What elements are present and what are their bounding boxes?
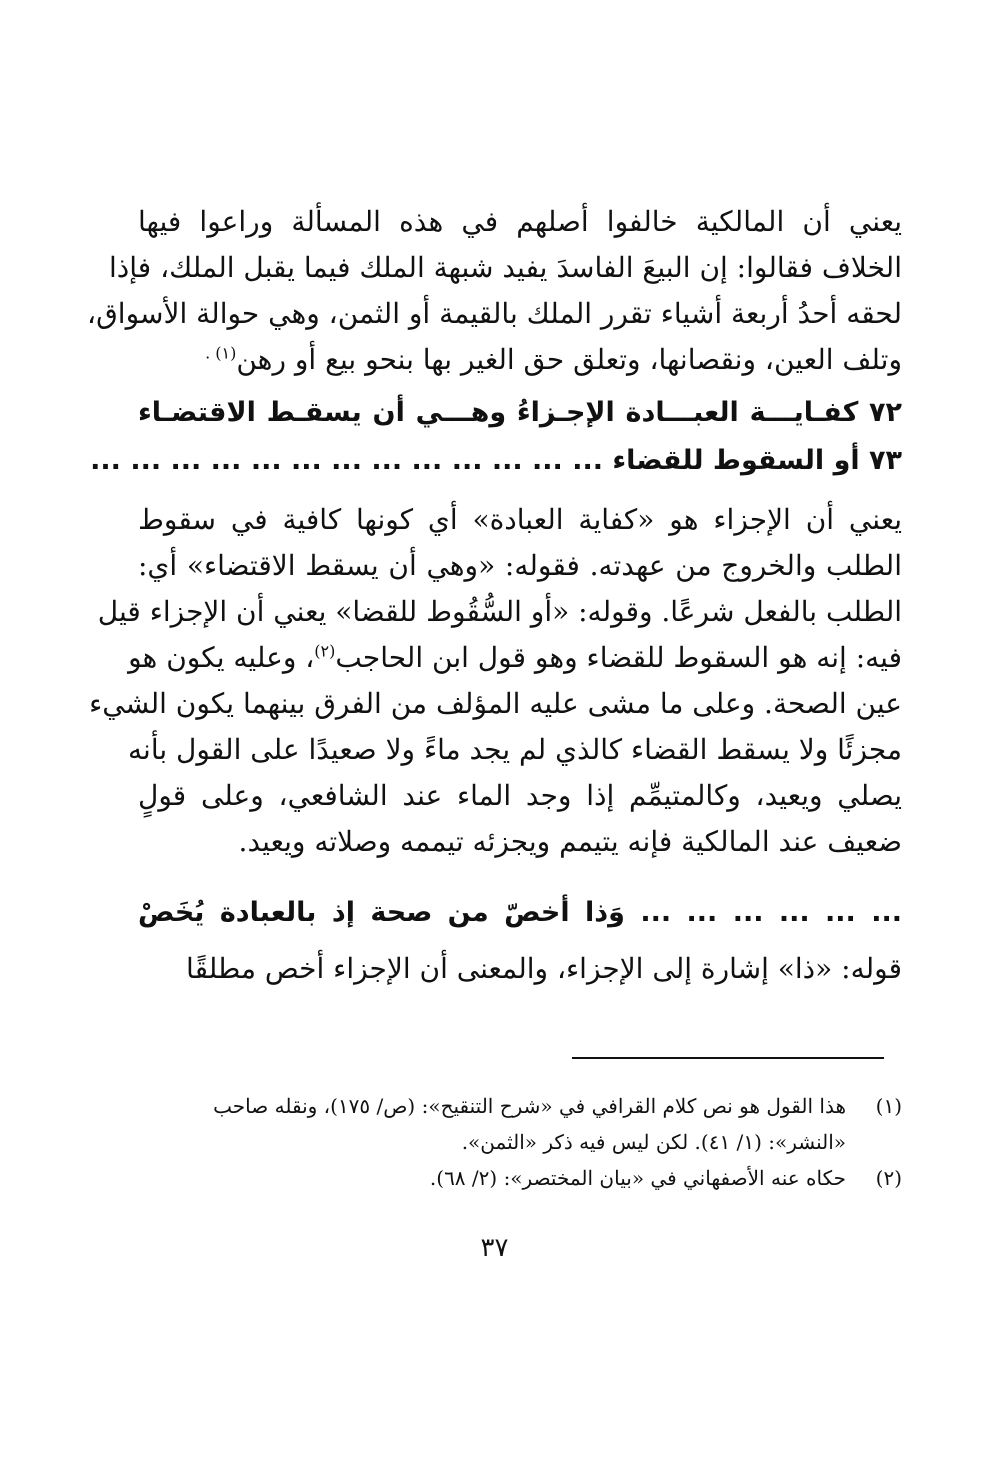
footnote-divider xyxy=(572,1057,884,1059)
footnote-number: (١) xyxy=(875,1094,902,1118)
paragraph-line: قوله: «ذا» إشارة إلى الإجزاء، والمعنى أن الإجزاء أخص مطلقًا xyxy=(186,952,902,985)
paragraph-line: مجزئًا ولا يسقط القضاء كالذي لم يجد ماءً ولا صعيدًا على القول بأنه xyxy=(128,733,902,766)
line-text: ، وعليه يكون هو xyxy=(128,641,315,674)
paragraph-line xyxy=(128,635,902,681)
paragraph-line xyxy=(138,337,902,383)
paragraph-line: ضعيف عند المالكية فإنه يتيمم ويجزئه تيممه وصلاته ويعيد. xyxy=(238,825,902,858)
footnote-number: (٢) xyxy=(875,1166,902,1190)
line-text: وتلف العين، ونقصانها، وتعلق حق الغير بها بنحو بيع أو رهن xyxy=(236,343,902,376)
line-text: فيه: إنه هو السقوط للقضاء وهو قول ابن الحاجب xyxy=(335,641,902,674)
paragraph-line: الطلب والخروج من عهدته. فقوله: «وهي أن يسقط الاقتضاء» أي: xyxy=(138,549,902,582)
paragraph-line: الطلب بالفعل شرعًا. وقوله: «أو السُّقُوط للقضا» يعني أن الإجزاء قيل xyxy=(97,595,902,628)
paragraph-line: يعني أن المالكية خالفوا أصلهم في هذه المسألة وراعوا فيها xyxy=(138,205,902,238)
paragraph-2 xyxy=(89,497,902,865)
paragraph-line: يعني أن الإجزاء هو «كفاية العبادة» أي كونها كافية في سقوط xyxy=(138,503,902,536)
paragraph-line: يصلي ويعيد، وكالمتيمِّم إذا وجد الماء عند الشافعي، وعلى قولٍ xyxy=(138,779,902,812)
footnote-ref: (١) . xyxy=(205,343,237,363)
paragraph-3 xyxy=(138,946,902,992)
paragraph-line: لحقه أحدُ أربعة أشياء تقرر الملك بالقيمة أو الثمن، وهي حوالة الأسواق، xyxy=(87,297,902,330)
paragraph-line: عين الصحة. وعلى ما مشى عليه المؤلف من الفرق بينهما يكون الشيء xyxy=(89,687,902,720)
footnote-2 xyxy=(138,1160,902,1196)
footnote-text: هذا القول هو نص كلام القرافي في «شرح التنقيح»: (ص/ ١٧٥)، ونقله صاحب xyxy=(213,1094,846,1118)
footnote-1-continuation: «النشر»: (١/ ٤١). لكن ليس فيه ذكر «الثمن». xyxy=(461,1130,846,1154)
footnote-ref: (٢) xyxy=(314,641,336,661)
verse-74: ... ... ... ... ... ... وَذا أخصّ من صحة إذ بالعبادة يُخَصْ xyxy=(138,897,902,928)
paragraph-line: الخلاف فقالوا: إن البيعَ الفاسدَ يفيد شبهة الملك فيما يقبل الملك، فإذا xyxy=(109,251,902,284)
paragraph-1 xyxy=(87,199,902,383)
page-number: ٣٧ xyxy=(480,1233,509,1263)
footnote-text: حكاه عنه الأصفهاني في «بيان المختصر»: (٢/ ٦٨). xyxy=(429,1166,846,1190)
footnote-1 xyxy=(138,1088,902,1124)
verse-72: ٧٢ كفـايـــة العبـــادة الإجـزاءُ وهـــي أن يسقـط الاقتضـاء xyxy=(138,397,902,428)
footnotes xyxy=(138,1088,902,1196)
verse-73: ٧٣ أو السقوط للقضاء ... ... ... ... ... ... ... ... ... ... ... ... ... xyxy=(90,445,902,476)
